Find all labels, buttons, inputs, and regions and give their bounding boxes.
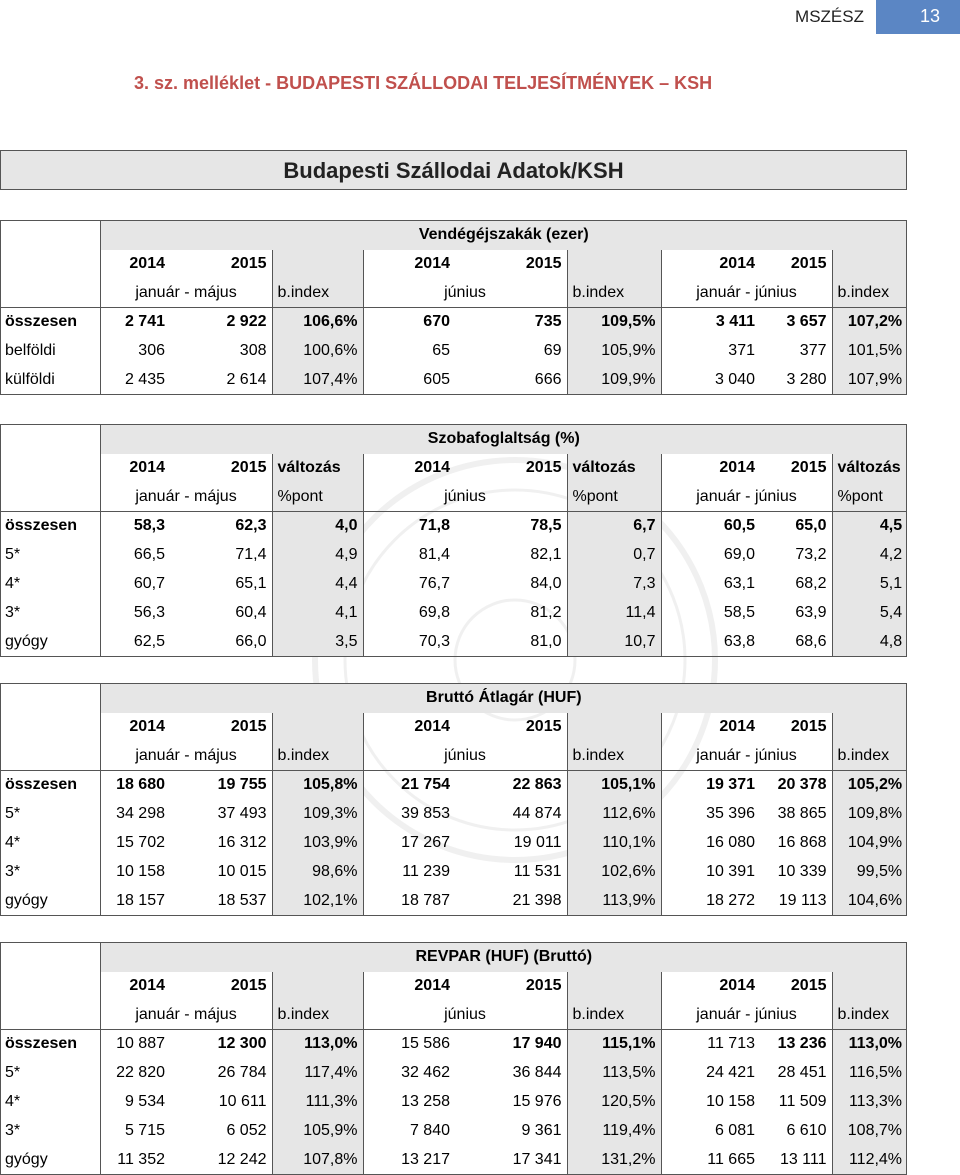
table-corner: [0, 684, 100, 713]
table-cell: 101,5%: [832, 337, 907, 366]
table-cell: 3,5: [272, 628, 363, 657]
table-cell: 371: [661, 337, 760, 366]
year-header: 2014: [363, 454, 455, 483]
year-header: [272, 713, 363, 742]
table-cell: 19 755: [170, 771, 272, 800]
table-cell: 3 657: [760, 308, 832, 337]
table-cell: 60,7: [100, 570, 170, 599]
table-corner: [0, 221, 100, 250]
table-cell: 2 435: [100, 366, 170, 395]
year-header: 2015: [790, 718, 827, 735]
year-header: [832, 250, 907, 279]
table-cell: 16 868: [777, 834, 827, 851]
table-cell: 21 754: [363, 771, 455, 800]
table-cell: 19 011: [513, 834, 562, 851]
table-row: [0, 1059, 907, 1088]
table-cell: 20 378: [760, 771, 832, 800]
table-cell: 62,5: [100, 628, 170, 657]
table-cell: 35 396: [661, 800, 760, 829]
period-header: június: [363, 1001, 567, 1030]
table-cell: 58,5: [661, 599, 760, 628]
period-header: január - június: [661, 1001, 832, 1030]
row-label: 4*: [5, 575, 21, 592]
table-cell: 13 111: [760, 1146, 832, 1175]
table-cell: 44 874: [512, 805, 562, 822]
table-cell: 68,2: [795, 575, 827, 592]
table-cell: 16 312: [217, 834, 267, 851]
table-cell: 10 158: [661, 1088, 760, 1117]
table-cell: 60,4: [235, 604, 267, 621]
table-cell: 6 610: [786, 1122, 827, 1139]
table-cell: 62,3: [170, 512, 272, 541]
row-label: 3*: [5, 863, 21, 880]
table-title: Szobafoglaltság (%): [100, 425, 907, 454]
year-header: 2014: [661, 454, 760, 483]
year-header: 2014: [363, 713, 455, 742]
period-header: b.index: [272, 742, 363, 771]
table-cell: 11 352: [100, 1146, 170, 1175]
period-header: b.index: [272, 1001, 363, 1030]
table-cell: 11 531: [513, 863, 562, 880]
table-row: [0, 570, 907, 599]
year-header: [832, 972, 907, 1001]
year-header: 2015: [790, 255, 827, 272]
table-cell: 81,2: [530, 604, 562, 621]
table-cell: 105,2%: [832, 771, 907, 800]
table-cell: 3 411: [661, 308, 760, 337]
table-title: Bruttó Átlagár (HUF): [100, 684, 907, 713]
year-header: [832, 713, 907, 742]
page-number: 13: [876, 0, 960, 34]
table-cell: 109,9%: [567, 366, 661, 395]
table-cell: 106,6%: [272, 308, 363, 337]
table-cell: 105,1%: [567, 771, 661, 800]
table-cell: 7 840: [363, 1117, 455, 1146]
table-cell: 107,9%: [832, 366, 907, 395]
table-row: [0, 887, 907, 916]
year-header: 2014: [363, 250, 455, 279]
year-header: 2015: [790, 977, 827, 994]
year-header: 2015: [525, 459, 562, 476]
table-cell: 102,6%: [567, 858, 661, 887]
table-row: [0, 308, 907, 337]
table-cell: 15 702: [100, 829, 170, 858]
table-cell: 69,8: [363, 599, 455, 628]
year-header: [0, 454, 100, 483]
table-cell: 113,0%: [832, 1030, 907, 1059]
year-header: 2015: [230, 977, 267, 994]
table-cell: 107,8%: [272, 1146, 363, 1175]
table-cell: 306: [100, 337, 170, 366]
row-label: 5*: [5, 1064, 21, 1081]
year-header: 2014: [100, 972, 170, 1001]
document-title: 3. sz. melléklet - BUDAPESTI SZÁLLODAI TELJESÍTMÉNYEK – KSH: [134, 73, 713, 93]
table-cell: 16 080: [661, 829, 760, 858]
row-label: belföldi: [5, 342, 56, 359]
table-cell: 109,3%: [272, 800, 363, 829]
table-cell: 68,6: [760, 628, 832, 657]
table-cell: 117,4%: [272, 1059, 363, 1088]
row-label: 5*: [5, 546, 21, 563]
period-header: %pont: [272, 483, 363, 512]
table-cell: 84,0: [530, 575, 562, 592]
year-header: változás: [272, 454, 363, 483]
period-header: b.index: [567, 279, 661, 308]
table-cell: 107,2%: [832, 308, 907, 337]
table-row: [0, 366, 907, 395]
table-cell: 34 298: [100, 800, 170, 829]
table-cell: 22 863: [455, 771, 567, 800]
table-cell: 4,0: [272, 512, 363, 541]
table-cell: 69,0: [661, 541, 760, 570]
year-header: 2015: [790, 459, 827, 476]
table-cell: 82,1: [530, 546, 562, 563]
table-cell: 7,3: [567, 570, 661, 599]
period-header: [0, 1001, 100, 1030]
table-cell: 73,2: [795, 546, 827, 563]
table-cell: 65: [363, 337, 455, 366]
year-header: [272, 972, 363, 1001]
table-cell: 104,9%: [832, 829, 907, 858]
period-header: január - június: [661, 483, 832, 512]
table-cell: 58,3: [100, 512, 170, 541]
period-header: június: [363, 742, 567, 771]
year-header: [567, 713, 661, 742]
table-cell: 10 391: [661, 858, 760, 887]
table-cell: 36 844: [512, 1064, 562, 1081]
table-row: [0, 1146, 907, 1175]
table-cell: 17 267: [363, 829, 455, 858]
table-title: Vendégéjszakák (ezer): [100, 221, 907, 250]
header-label: MSZÉSZ: [795, 7, 864, 26]
table-cell: 66,5: [100, 541, 170, 570]
table-cell: 3 280: [760, 366, 832, 395]
year-header: 2014: [100, 713, 170, 742]
period-header: b.index: [567, 742, 661, 771]
table-cell: 15 976: [512, 1093, 562, 1110]
table-cell: 308: [239, 342, 267, 359]
data-table-2: [0, 424, 907, 657]
year-header: változás: [832, 454, 907, 483]
row-label: 3*: [5, 604, 21, 621]
table-cell: 3 040: [661, 366, 760, 395]
table-cell: 12 300: [170, 1030, 272, 1059]
table-cell: 24 421: [661, 1059, 760, 1088]
table-cell: 18 787: [363, 887, 455, 916]
data-table-1: [0, 220, 907, 395]
table-cell: 119,4%: [567, 1117, 661, 1146]
table-corner: [0, 425, 100, 454]
table-cell: 32 462: [363, 1059, 455, 1088]
table-cell: 6,7: [567, 512, 661, 541]
table-cell: 5,1: [832, 570, 907, 599]
row-label: gyógy: [0, 887, 100, 916]
table-cell: 105,9%: [567, 337, 661, 366]
table-cell: 81,0: [455, 628, 567, 657]
table-cell: 10 611: [218, 1093, 267, 1110]
table-cell: 19 113: [760, 887, 832, 916]
year-header: [0, 250, 100, 279]
row-label: 5*: [5, 805, 21, 822]
table-cell: 98,6%: [272, 858, 363, 887]
row-label: 4*: [5, 834, 21, 851]
table-cell: 39 853: [363, 800, 455, 829]
period-header: január - május: [100, 742, 272, 771]
year-header: 2014: [100, 454, 170, 483]
table-cell: 56,3: [100, 599, 170, 628]
table-cell: 18 537: [170, 887, 272, 916]
table-cell: 0,7: [567, 541, 661, 570]
table-cell: 13 236: [760, 1030, 832, 1059]
table-cell: 100,6%: [272, 337, 363, 366]
year-header: 2015: [525, 255, 562, 272]
table-cell: 12 242: [170, 1146, 272, 1175]
table-cell: 13 217: [363, 1146, 455, 1175]
year-header: [567, 972, 661, 1001]
table-cell: 115,1%: [567, 1030, 661, 1059]
year-header: változás: [567, 454, 661, 483]
table-cell: 735: [455, 308, 567, 337]
table-cell: 78,5: [455, 512, 567, 541]
table-cell: 113,3%: [832, 1088, 907, 1117]
table-cell: 18 157: [100, 887, 170, 916]
table-cell: 18 680: [100, 771, 170, 800]
table-row: [0, 337, 907, 366]
table-cell: 2 922: [170, 308, 272, 337]
period-header: január - május: [100, 1001, 272, 1030]
period-header: január - június: [661, 742, 832, 771]
table-cell: 10,7: [567, 628, 661, 657]
year-header: 2015: [525, 718, 562, 735]
table-cell: 60,5: [661, 512, 760, 541]
year-header: 2014: [100, 250, 170, 279]
period-header: január - június: [661, 279, 832, 308]
year-header: 2015: [230, 459, 267, 476]
table-cell: 5,4: [832, 599, 907, 628]
table-row: [0, 1117, 907, 1146]
table-cell: 99,5%: [832, 858, 907, 887]
table-cell: 666: [455, 366, 567, 395]
page-header: [795, 0, 960, 34]
period-header: január - május: [100, 279, 272, 308]
data-table-4: [0, 942, 907, 1175]
period-header: b.index: [832, 742, 907, 771]
period-header: [0, 742, 100, 771]
table-cell: 11 239: [363, 858, 455, 887]
table-cell: 18 272: [661, 887, 760, 916]
table-cell: 21 398: [455, 887, 567, 916]
table-row: [0, 541, 907, 570]
table-row: [0, 771, 907, 800]
table-cell: 120,5%: [567, 1088, 661, 1117]
table-cell: 19 371: [661, 771, 760, 800]
table-cell: 11,4: [567, 599, 661, 628]
table-row: [0, 829, 907, 858]
table-cell: 104,6%: [832, 887, 907, 916]
table-cell: 4,4: [272, 570, 363, 599]
table-cell: 5 715: [100, 1117, 170, 1146]
table-cell: 105,8%: [272, 771, 363, 800]
period-header: %pont: [832, 483, 907, 512]
row-label: 4*: [5, 1093, 21, 1110]
year-header: 2014: [661, 250, 760, 279]
table-cell: 65,1: [235, 575, 267, 592]
table-title: REVPAR (HUF) (Bruttó): [100, 943, 907, 972]
year-header: 2014: [661, 972, 760, 1001]
table-cell: 81,4: [363, 541, 455, 570]
table-cell: 107,4%: [272, 366, 363, 395]
table-cell: 4,8: [832, 628, 907, 657]
table-cell: 108,7%: [832, 1117, 907, 1146]
table-row: [0, 599, 907, 628]
data-table-3: [0, 683, 907, 916]
table-cell: 63,9: [795, 604, 827, 621]
table-cell: 70,3: [363, 628, 455, 657]
table-cell: 63,8: [661, 628, 760, 657]
table-row: [0, 512, 907, 541]
period-header: [0, 279, 100, 308]
table-cell: 2 741: [100, 308, 170, 337]
table-cell: 105,9%: [272, 1117, 363, 1146]
table-corner: [0, 943, 100, 972]
table-cell: 111,3%: [272, 1088, 363, 1117]
period-header: június: [363, 279, 567, 308]
main-title: Budapesti Szállodai Adatok/KSH: [0, 150, 907, 190]
table-cell: 15 586: [363, 1030, 455, 1059]
year-header: [0, 713, 100, 742]
row-label: összesen: [0, 512, 100, 541]
table-cell: 9 361: [521, 1122, 562, 1139]
table-row: [0, 800, 907, 829]
table-cell: 4,2: [832, 541, 907, 570]
table-cell: 10 158: [100, 858, 170, 887]
table-cell: 65,0: [760, 512, 832, 541]
table-cell: 4,9: [272, 541, 363, 570]
table-cell: 6 081: [661, 1117, 760, 1146]
table-row: [0, 858, 907, 887]
table-cell: 22 820: [100, 1059, 170, 1088]
table-cell: 113,9%: [567, 887, 661, 916]
table-cell: 17 341: [455, 1146, 567, 1175]
period-header: b.index: [832, 279, 907, 308]
table-cell: 113,5%: [567, 1059, 661, 1088]
table-cell: 38 865: [777, 805, 827, 822]
year-header: 2014: [661, 713, 760, 742]
table-cell: 71,8: [363, 512, 455, 541]
year-header: 2015: [230, 718, 267, 735]
table-cell: 10 339: [777, 863, 827, 880]
table-cell: 110,1%: [567, 829, 661, 858]
table-cell: 377: [799, 342, 827, 359]
year-header: 2015: [525, 977, 562, 994]
table-cell: 10 015: [217, 863, 267, 880]
table-cell: 26 784: [217, 1064, 267, 1081]
table-row: [0, 628, 907, 657]
table-cell: 4,1: [272, 599, 363, 628]
table-cell: 112,4%: [832, 1146, 907, 1175]
period-header: [0, 483, 100, 512]
period-header: b.index: [832, 1001, 907, 1030]
table-cell: 71,4: [235, 546, 267, 563]
table-cell: 13 258: [363, 1088, 455, 1117]
table-cell: 66,0: [170, 628, 272, 657]
period-header: január - május: [100, 483, 272, 512]
table-cell: 131,2%: [567, 1146, 661, 1175]
year-header: 2015: [230, 255, 267, 272]
table-row: [0, 1088, 907, 1117]
period-header: június: [363, 483, 567, 512]
row-label: összesen: [0, 308, 100, 337]
table-cell: 102,1%: [272, 887, 363, 916]
table-cell: 109,5%: [567, 308, 661, 337]
row-label: összesen: [0, 1030, 100, 1059]
table-cell: 2 614: [170, 366, 272, 395]
table-row: [0, 1030, 907, 1059]
period-header: b.index: [272, 279, 363, 308]
table-cell: 113,0%: [272, 1030, 363, 1059]
row-label: külföldi: [0, 366, 100, 395]
table-cell: 69: [543, 342, 562, 359]
year-header: [272, 250, 363, 279]
table-cell: 17 940: [455, 1030, 567, 1059]
row-label: 3*: [5, 1122, 21, 1139]
row-label: gyógy: [0, 1146, 100, 1175]
table-cell: 28 451: [777, 1064, 827, 1081]
table-cell: 4,5: [832, 512, 907, 541]
table-cell: 10 887: [100, 1030, 170, 1059]
year-header: 2014: [363, 972, 455, 1001]
table-cell: 37 493: [217, 805, 267, 822]
table-cell: 670: [363, 308, 455, 337]
table-cell: 11 665: [661, 1146, 760, 1175]
row-label: gyógy: [0, 628, 100, 657]
year-header: [567, 250, 661, 279]
table-cell: 9 534: [100, 1088, 170, 1117]
table-cell: 76,7: [363, 570, 455, 599]
period-header: %pont: [567, 483, 661, 512]
table-cell: 605: [363, 366, 455, 395]
period-header: b.index: [567, 1001, 661, 1030]
table-cell: 63,1: [661, 570, 760, 599]
row-label: összesen: [0, 771, 100, 800]
table-cell: 116,5%: [832, 1059, 907, 1088]
table-cell: 112,6%: [567, 800, 661, 829]
year-header: [0, 972, 100, 1001]
table-cell: 11 509: [778, 1093, 827, 1110]
table-cell: 11 713: [661, 1030, 760, 1059]
table-cell: 103,9%: [272, 829, 363, 858]
table-cell: 109,8%: [832, 800, 907, 829]
table-cell: 6 052: [226, 1122, 267, 1139]
